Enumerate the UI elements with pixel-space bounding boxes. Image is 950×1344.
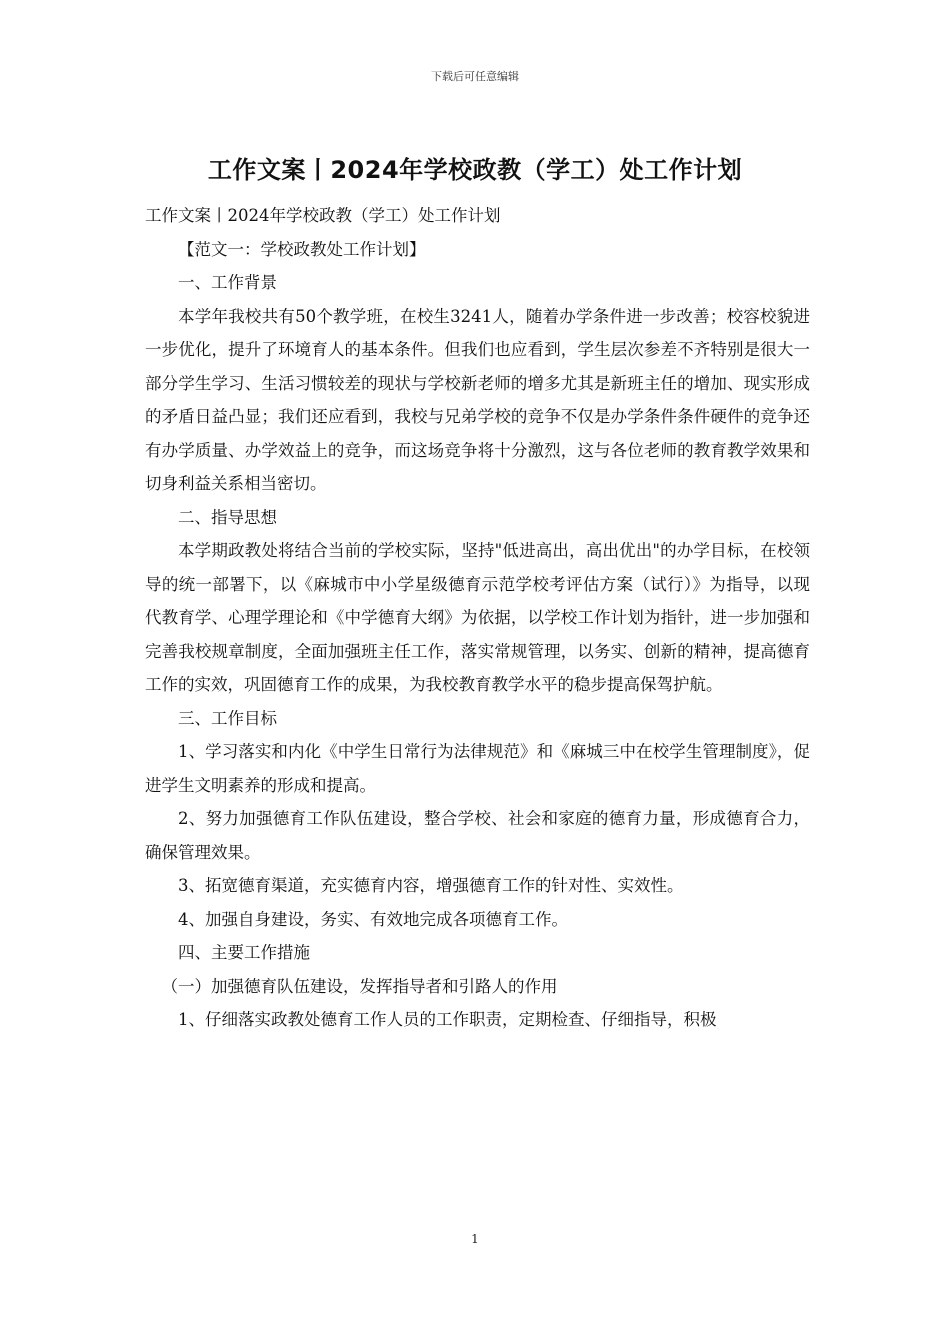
page-number: 1 bbox=[471, 1232, 479, 1246]
section-heading-sample: 【范文一：学校政教处工作计划】 bbox=[178, 239, 426, 259]
goal-item-2: 2、努力加强德育工作队伍建设，整合学校、社会和家庭的德育力量，形成德育合力，确保管理效果。 bbox=[145, 809, 810, 862]
subtitle-line: 工作文案丨2024年学校政教（学工）处工作计划 bbox=[145, 206, 501, 225]
goal-item-3: 3、拓宽德育渠道，充实德育内容，增强德育工作的针对性、实效性。 bbox=[178, 876, 684, 895]
header-note: 下载后可任意编辑 bbox=[431, 70, 519, 83]
goal-item-4: 4、加强自身建设，务实、有效地完成各项德育工作。 bbox=[178, 909, 568, 929]
paragraph-guiding-ideology: 本学期政教处将结合当前的学校实际，坚持"低进高出，高出优出"的办学目标，在校领导的统一部署下，以《麻城市中小学星级德育示范学校考评估方案（试行）》为指导，以现代教育学、心理学理论和《中学德育大纲》为依据，以学校工作计划为指针，进一步加强和完善我校规章制度，全面加强班主任工作，落实常规管理，以务实、创新的精神，提高德育工作的实效，巩固德育工作的成果，为我校教育教学水平的稳步提高保驾护航。 bbox=[145, 541, 810, 694]
subsection-heading-1: （一）加强德育队伍建设，发挥指导者和引路人的作用 bbox=[161, 976, 558, 996]
section-heading-measures: 四、主要工作措施 bbox=[178, 943, 310, 962]
paragraph-background: 本学年我校共有50个教学班，在校生3241人，随着办学条件进一步改善；校容校貌进一步优化，提升了环境育人的基本条件。但我们也应看到，学生层次参差不齐特别是很大一部分学生学习、生活习惯较差的现状与学校新老师的增多尤其是新班主任的增加、现实形成的矛盾日益凸显；我们还应看到，我校与兄弟学校的竞争不仅是办学条件条件硬件的竞争还有办学质量、办学效益上的竞争，而这场竞争将十分激烈，这与各位老师的教育教学效果和切身利益关系相当密切。 bbox=[145, 306, 810, 493]
section-heading-background: 一、工作背景 bbox=[178, 273, 277, 292]
document-title: 工作文案丨2024年学校政教（学工）处工作计划 bbox=[207, 156, 743, 184]
section-heading-guiding-ideology: 二、指导思想 bbox=[178, 507, 277, 527]
goal-item-1: 1、学习落实和内化《中学生日常行为法律规范》和《麻城三中在校学生管理制度》，促进学生文明素养的形成和提高。 bbox=[145, 742, 810, 795]
document-body bbox=[145, 199, 810, 1037]
measure-item-1: 1、仔细落实政教处德育工作人员的工作职责，定期检查、仔细指导，积极 bbox=[178, 1010, 717, 1029]
section-heading-goals: 三、工作目标 bbox=[178, 708, 277, 728]
